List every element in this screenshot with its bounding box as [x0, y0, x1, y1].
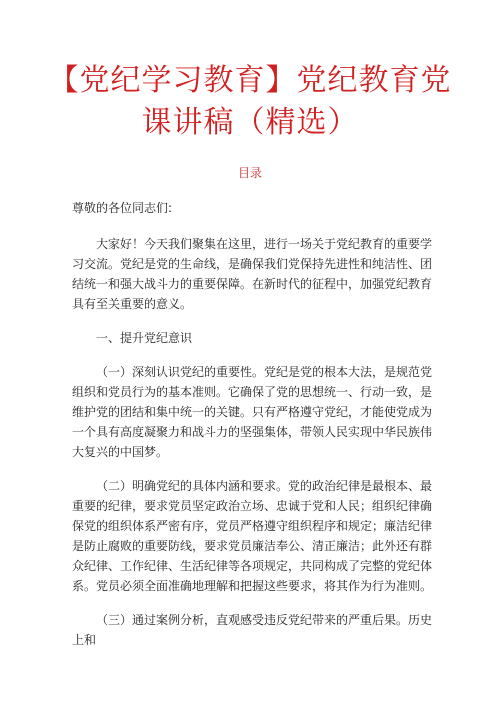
section-item-3: （三）通过案例分析，直观感受违反党纪带来的严重后果。历史上和	[72, 613, 433, 647]
greeting: 尊敬的各位同志们:	[72, 201, 173, 215]
section-heading: 一、提升党纪意识	[96, 331, 193, 345]
intro-paragraph: 大家好！今天我们聚集在这里，进行一场关于党纪教育的重要学习交流。党纪是党的生命线，是确保我们党保持先进性和纯洁性、团结统一和强大战斗力的重要保障。在新时代的征程中，加强党纪教育具有至关重要的意义。	[72, 237, 433, 311]
toc-link[interactable]: 目录	[237, 166, 262, 180]
section-item-1: （一）深刻认识党纪的重要性。党纪是党的根本大法，是规范党组织和党员行为的基本准则。它确保了党的思想统一、行动一致，是维护党的团结和集中统一的关键。只有严格遵守党纪，才能使党成为一个具有高度凝聚力和战斗力的坚强集体，带领人民实现中华民族伟大复兴的中国梦。	[72, 365, 433, 459]
section-item-2: （二）明确党纪的具体内涵和要求。党的政治纪律是最根本、最重要的纪律，要求党员坚定政治立场、忠诚于党和人民；组织纪律确保党的组织体系严密有序，党员严格遵守组织程序和规定；廉洁纪律是防止腐败的重要防线，要求党员廉洁奉公、清正廉洁；此外还有群众纪律、工作纪律、生活纪律等各项规定，共同构成了完整的党纪体系。党员必须全面准确地理解和把握这些要求，将其作为行为准则。	[72, 479, 433, 593]
document-title: 【党纪学习教育】党纪教育党课讲稿（精选）	[48, 63, 452, 140]
document-body	[72, 198, 432, 664]
